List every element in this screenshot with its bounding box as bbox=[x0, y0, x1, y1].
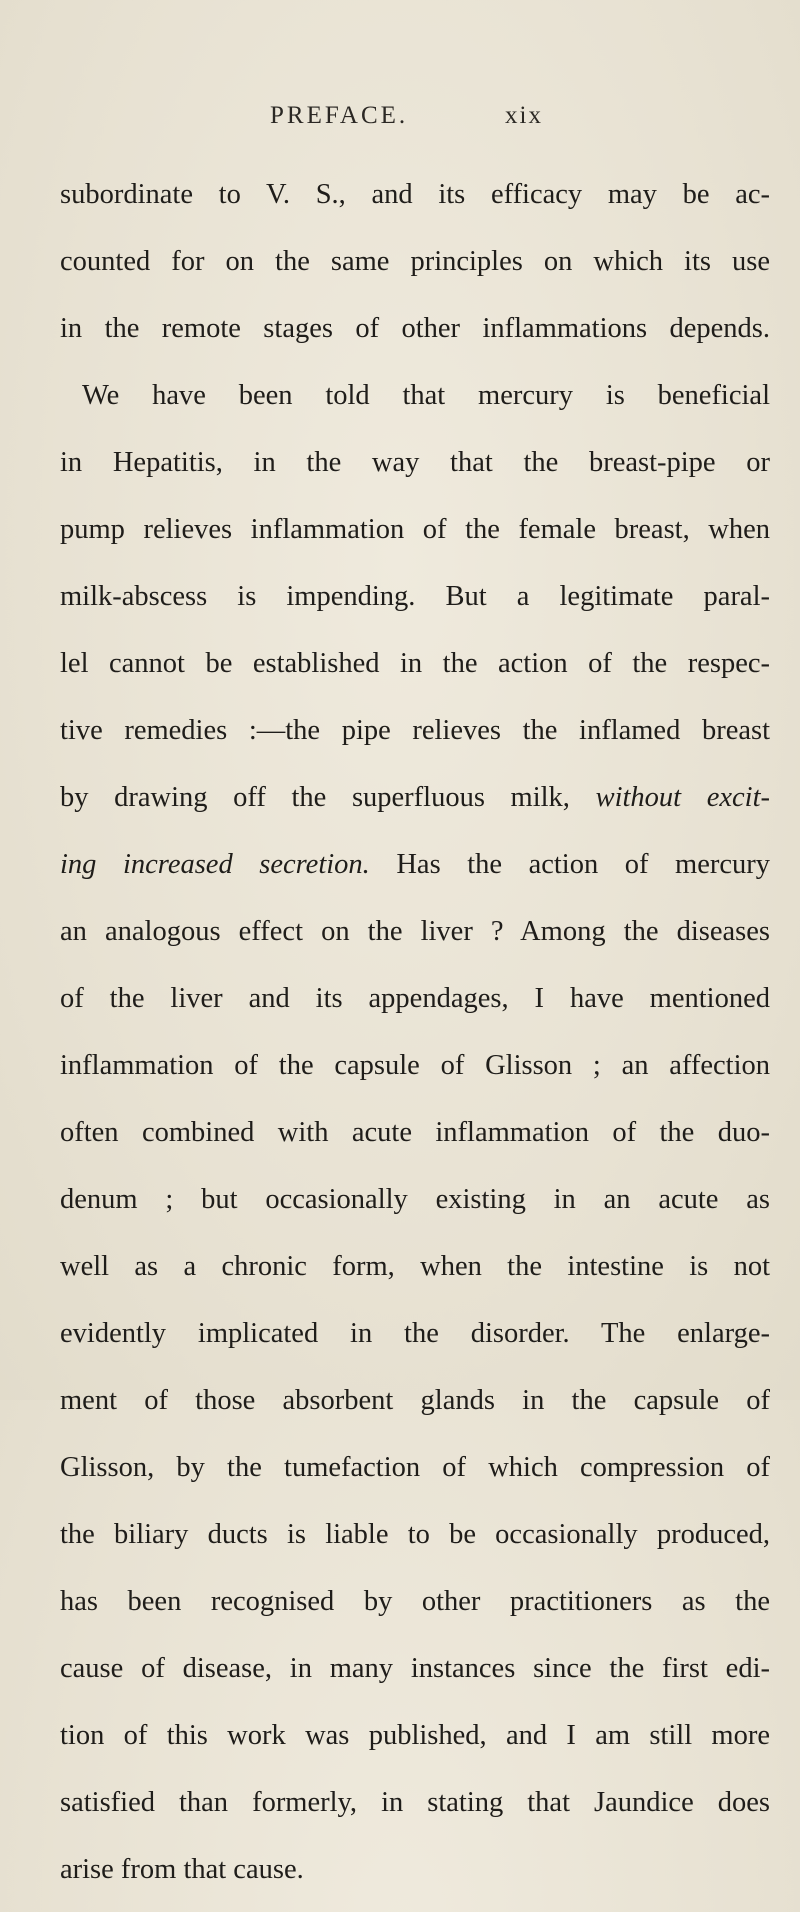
text-line-8: lel cannot be established in the action of the respec- bbox=[60, 648, 770, 679]
text-line-23: cause of disease, in many instances since the first edi- bbox=[60, 1653, 770, 1684]
text-line-1: subordinate to V. S., and its efficacy may be ac- bbox=[60, 179, 770, 210]
text-line-10: by drawing off the superfluous milk, without excit- bbox=[60, 782, 770, 813]
italic-phrase: without excit- bbox=[595, 782, 770, 813]
text-line-11: ing increased secretion. Has the action of mercury bbox=[60, 849, 770, 880]
text-line-9: tive remedies :—the pipe relieves the inflamed breast bbox=[60, 715, 770, 746]
text-line-21: the biliary ducts is liable to be occasionally produced, bbox=[60, 1519, 770, 1550]
text-line-26: arise from that cause. bbox=[60, 1854, 304, 1885]
text-line-14: inflammation of the capsule of Glisson ; an affection bbox=[60, 1050, 770, 1081]
text-line-12: an analogous effect on the liver ? Among the diseases bbox=[60, 916, 770, 947]
text-line-19: ment of those absorbent glands in the capsule of bbox=[60, 1385, 770, 1416]
body-paragraph bbox=[60, 170, 770, 1912]
text-line-13: of the liver and its appendages, I have mentioned bbox=[60, 983, 770, 1014]
text-line-6: pump relieves inflammation of the female breast, when bbox=[60, 514, 770, 545]
text-line-2: counted for on the same principles on which its use bbox=[60, 246, 770, 277]
text-line-16: denum ; but occasionally existing in an acute as bbox=[60, 1184, 770, 1215]
text-line-24: tion of this work was published, and I am still more bbox=[60, 1720, 770, 1751]
italic-phrase: ing increased secretion. bbox=[60, 849, 370, 880]
text-line-25: satisfied than formerly, in stating that Jaundice does bbox=[60, 1787, 770, 1818]
text-line-22: has been recognised by other practitioners as the bbox=[60, 1586, 770, 1617]
text-line-3: in the remote stages of other inflammations depends. bbox=[60, 313, 770, 344]
text-line-20: Glisson, by the tumefaction of which compression of bbox=[60, 1452, 770, 1483]
text-line-18: evidently implicated in the disorder. The enlarge- bbox=[60, 1318, 770, 1349]
text-line-15: often combined with acute inflammation of the duo- bbox=[60, 1117, 770, 1148]
text-line-5: in Hepatitis, in the way that the breast-pipe or bbox=[60, 447, 770, 478]
text-line-7: milk-abscess is impending. But a legitimate paral- bbox=[60, 581, 770, 612]
running-head bbox=[0, 102, 800, 136]
text-line-17: well as a chronic form, when the intestine is not bbox=[60, 1251, 770, 1282]
page-number: xix bbox=[505, 102, 543, 129]
running-head-title: PREFACE. bbox=[270, 102, 409, 129]
text-line-4: We have been told that mercury is beneficial bbox=[82, 380, 770, 411]
